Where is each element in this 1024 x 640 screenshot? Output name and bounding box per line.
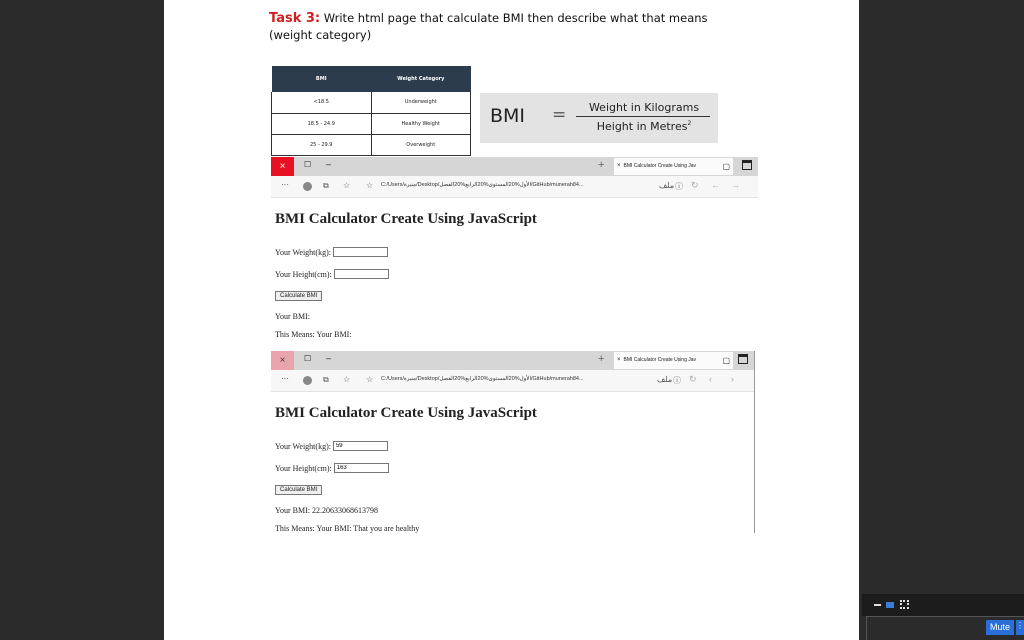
tab-title: BMI Calculator Create Using Jav	[623, 357, 697, 363]
bmi-formula	[480, 93, 718, 143]
formula-equals: =	[552, 105, 567, 125]
window-maximize-icon[interactable]: ☐	[304, 160, 312, 169]
height-row	[275, 263, 758, 285]
table-row	[272, 113, 471, 134]
window-icon[interactable]	[886, 602, 894, 608]
profile-icon[interactable]	[303, 182, 312, 191]
table-row	[272, 92, 471, 113]
new-tab-icon[interactable]: +	[598, 159, 605, 171]
forward-icon[interactable]: ›	[731, 374, 734, 384]
refresh-icon[interactable]: ↻	[691, 180, 699, 190]
grid-icon[interactable]	[900, 600, 909, 609]
tab-page-icon: ▢	[722, 162, 730, 171]
browser-titlebar	[271, 157, 758, 176]
page-content	[271, 405, 754, 537]
document-page	[164, 0, 859, 640]
url-text[interactable]: C:/Users/منيرة/Desktop/الأول%20المستوى%20الرابع%20الفصل/GitHub/munerah84...	[381, 376, 584, 382]
info-icon[interactable]: ⓘ	[675, 182, 683, 191]
bmi-output: Your BMI:	[275, 311, 310, 321]
tab-title: BMI Calculator Create Using Jav	[623, 163, 697, 169]
more-icon[interactable]: ···	[281, 180, 289, 189]
table-header-bmi: BMI	[272, 66, 372, 92]
favorite-star-icon[interactable]: ☆	[366, 181, 374, 190]
denominator-text: Height in Metres	[596, 120, 688, 133]
left-dark-margin	[0, 0, 164, 640]
favorites-icon[interactable]: ☆	[343, 181, 351, 190]
panel-divider	[866, 616, 1024, 617]
means-output: This Means: Your BMI:	[275, 329, 352, 339]
mute-button[interactable]: Mute	[986, 620, 1014, 635]
weight-label: Your Weight(kg):	[275, 247, 331, 257]
task-label: Task 3:	[269, 11, 321, 26]
calculate-bmi-button[interactable]: Calculate BMI	[275, 291, 322, 301]
window-close-icon[interactable]: ×	[271, 157, 294, 176]
tab-close-icon[interactable]: ×	[617, 163, 621, 169]
address-bar	[271, 370, 754, 392]
table-cell-category: Underweight	[371, 92, 471, 113]
favorite-star-icon[interactable]: ☆	[366, 375, 374, 384]
weight-input[interactable]	[333, 247, 388, 257]
fraction-line	[576, 116, 710, 117]
height-label: Your Height(cm):	[275, 269, 332, 279]
back-icon[interactable]: ←	[711, 180, 720, 190]
collections-icon[interactable]: ⧉	[323, 181, 329, 190]
task-description	[269, 10, 739, 44]
means-output: This Means: Your BMI: That you are healthy	[275, 523, 420, 533]
url-text[interactable]: C:/Users/منيرة/Desktop/الأول%20المستوى%20الرابع%20الفصل/GitHub/munerah84...	[381, 182, 584, 188]
window-maximize-icon[interactable]: ☐	[304, 354, 312, 363]
info-icon[interactable]: ⓘ	[673, 376, 681, 385]
minimize-icon[interactable]	[874, 604, 881, 606]
new-tab-icon[interactable]: +	[598, 353, 605, 365]
browser-screenshot-empty	[271, 157, 758, 339]
refresh-icon[interactable]: ↻	[689, 374, 697, 384]
weight-input[interactable]	[333, 441, 388, 451]
bmi-output: Your BMI: 22.20633068613798	[275, 505, 378, 515]
tab-actions-icon[interactable]	[742, 160, 752, 170]
tab-close-icon[interactable]: ×	[617, 357, 621, 363]
table-cell-bmi: <18.5	[272, 92, 372, 113]
table-cell-category: Healthy Weight	[371, 113, 471, 134]
weight-row	[275, 241, 758, 263]
button-row	[275, 285, 758, 307]
tab-page-icon: ▢	[722, 356, 730, 365]
formula-lhs: BMI	[490, 105, 526, 127]
collections-icon[interactable]: ⧉	[323, 375, 329, 384]
table-header-category: Weight Category	[371, 66, 471, 92]
page-heading: BMI Calculator Create Using JavaScript	[275, 405, 537, 421]
table-row	[272, 134, 471, 155]
height-input[interactable]	[334, 269, 389, 279]
more-options-icon[interactable]: ⋮	[1016, 620, 1024, 635]
window-minimize-icon[interactable]: –	[326, 353, 332, 363]
table-cell-bmi: 18.5 - 24.9	[272, 113, 372, 134]
browser-tab[interactable]	[614, 158, 733, 175]
page-heading: BMI Calculator Create Using JavaScript	[275, 211, 537, 227]
tab-actions-icon[interactable]	[738, 354, 748, 364]
forward-icon[interactable]: →	[731, 180, 740, 190]
profile-icon[interactable]	[303, 376, 312, 385]
formula-numerator: Weight in Kilograms	[588, 101, 700, 114]
button-row	[275, 479, 754, 501]
back-icon[interactable]: ‹	[709, 374, 712, 384]
browser-screenshot-filled	[271, 351, 755, 533]
table-cell-bmi: 25 - 29.9	[272, 134, 372, 155]
bmi-category-table	[271, 66, 471, 156]
calculate-bmi-button[interactable]: Calculate BMI	[275, 485, 322, 495]
page-content	[271, 211, 758, 343]
address-bar	[271, 176, 758, 198]
panel-divider-vertical	[866, 616, 867, 640]
more-icon[interactable]: ···	[281, 374, 289, 383]
browser-tab[interactable]	[614, 352, 733, 369]
meeting-toolbar	[862, 594, 1024, 616]
height-row	[275, 457, 754, 479]
read-aloud-label: ملف	[659, 181, 675, 190]
read-aloud-label: ملف	[657, 375, 673, 384]
weight-row	[275, 435, 754, 457]
exponent: 2	[687, 120, 692, 127]
task-text: Write html page that calculate BMI then describe what that means (weight category)	[269, 11, 708, 42]
height-label: Your Height(cm):	[275, 463, 332, 473]
favorites-icon[interactable]: ☆	[343, 375, 351, 384]
table-cell-category: Overweight	[371, 134, 471, 155]
right-dark-margin	[859, 0, 1024, 640]
height-input[interactable]	[334, 463, 389, 473]
browser-titlebar	[271, 351, 754, 370]
formula-denominator	[574, 120, 714, 133]
window-close-icon[interactable]: ×	[271, 351, 294, 370]
weight-label: Your Weight(kg):	[275, 441, 331, 451]
window-minimize-icon[interactable]: –	[326, 159, 332, 169]
